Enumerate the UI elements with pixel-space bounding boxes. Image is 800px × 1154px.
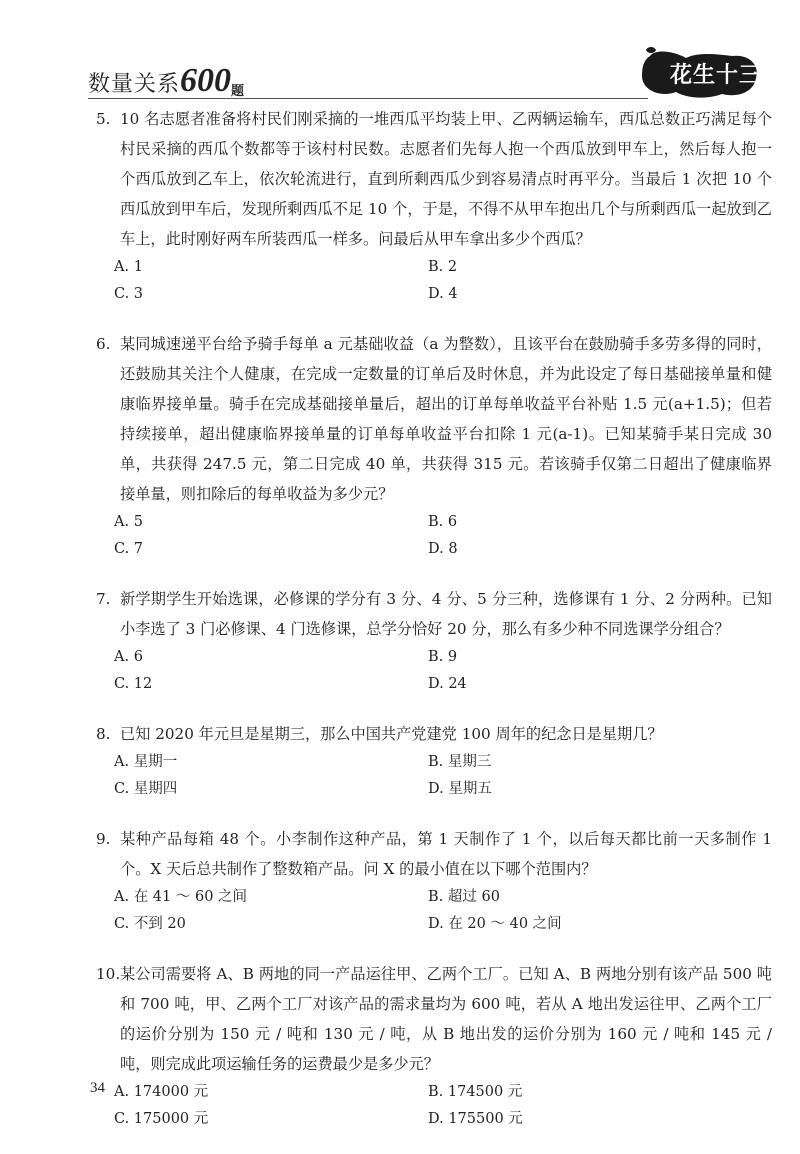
question-text: 10 名志愿者准备将村民们刚采摘的一堆西瓜平均装上甲、乙两辆运输车，西瓜总数正巧满足每个村民采摘的西瓜个数都等于该村村民数。志愿者们先每人抱一个西瓜放到甲车上，然后每人抱一个西瓜放到乙车上，依次轮流进行，直到所剩西瓜少到容易清点时再平分。当最后 1 次把 10 个西瓜放到甲车后，发现所剩西瓜不足 10 个，于是，不得不从甲车抱出几个与所剩西瓜一起放到乙车上，此时刚好两车所装西瓜一样多。问最后从甲车拿出多少个西瓜？ [120, 110, 772, 248]
header-divider [88, 98, 648, 99]
answer-options [114, 884, 772, 938]
option-b: B. 2 [428, 259, 458, 275]
answer-options [114, 644, 772, 698]
option-a: A. 6 [114, 649, 143, 665]
option-a: A. 5 [114, 514, 143, 530]
option-b: B. 星期三 [428, 754, 492, 770]
option-c: C. 3 [114, 286, 144, 302]
option-a: A. 星期一 [114, 754, 178, 770]
option-b: B. 超过 60 [428, 889, 500, 905]
question-number: 10. [96, 965, 121, 983]
book-title-suffix: 题 [231, 84, 246, 99]
question-text: 某种产品每箱 48 个。小李制作这种产品，第 1 天制作了 1 个，以后每天都比前一天多制作 1 个。X 天后总共制作了整数箱产品。问 X 的最小值在以下哪个范围内？ [120, 830, 772, 878]
question-text: 某同城速递平台给予骑手每单 a 元基础收益（a 为整数），且该平台在鼓励骑手多劳多得的同时，还鼓励其关注个人健康，在完成一定数量的订单后及时休息，并为此设定了每日基础接单量和健康临界接单量。骑手在完成基础接单量后，超出的订单每单收益平台补贴 1.5 元(a+1.5)；但若持续接单，超出健康临界接单量的订单每单收益平台扣除 1 元(a-1)。已知某骑手某日完成 30 单，共获得 247.5 元，第二日完成 40 单，共获得 315 元。若该骑手仅第二日超出了健康临界接单量，则扣除后的每单收益为多少元？ [120, 335, 772, 503]
option-a: A. 1 [114, 259, 143, 275]
page-number: 34 [90, 1080, 105, 1096]
book-title-number: 600 [180, 62, 232, 99]
answer-options [114, 509, 772, 563]
question-number: 9. [96, 830, 111, 848]
option-c: C. 12 [114, 676, 153, 692]
option-d: D. 星期五 [428, 781, 492, 797]
question-8 [96, 719, 772, 803]
book-title [88, 62, 245, 100]
question-7 [96, 584, 772, 698]
option-b: B. 9 [428, 649, 458, 665]
option-d: D. 24 [428, 676, 467, 692]
brand-logo [636, 46, 764, 102]
book-title-text: 数量关系 [88, 72, 181, 97]
option-d: D. 175500 元 [428, 1111, 523, 1127]
question-number: 5. [96, 110, 111, 128]
logo-text: 花生十三 [670, 63, 763, 88]
answer-options [114, 1079, 772, 1133]
option-d: D. 在 20 ～ 40 之间 [428, 916, 562, 932]
question-number: 8. [96, 725, 111, 743]
option-b: B. 174500 元 [428, 1084, 523, 1100]
question-10 [96, 959, 772, 1133]
question-6 [96, 329, 772, 563]
option-c: C. 不到 20 [114, 916, 186, 932]
page-header [88, 40, 768, 100]
question-number: 7. [96, 590, 111, 608]
question-9 [96, 824, 772, 938]
answer-options [114, 254, 772, 308]
question-5 [96, 104, 772, 308]
option-a: A. 174000 元 [114, 1084, 209, 1100]
question-list [96, 104, 772, 1154]
option-d: D. 4 [428, 286, 458, 302]
option-c: C. 星期四 [114, 781, 178, 797]
option-d: D. 8 [428, 541, 458, 557]
option-a: A. 在 41 ～ 60 之间 [114, 889, 248, 905]
option-b: B. 6 [428, 514, 458, 530]
option-c: C. 175000 元 [114, 1111, 209, 1127]
answer-options [114, 749, 772, 803]
question-text: 某公司需要将 A、B 两地的同一产品运往甲、乙两个工厂。已知 A、B 两地分别有该产品 500 吨和 700 吨，甲、乙两个工厂对该产品的需求量均为 600 吨，若从 A 地出发运往甲、乙两个工厂的运价分别为 150 元 / 吨和 130 元 / 吨，从 B 地出发的运价分别为 160 元 / 吨和 145 元 / 吨，则完成此项运输任务的运费最少是多少元？ [120, 965, 772, 1073]
question-text: 已知 2020 年元旦是星期三，那么中国共产党建党 100 周年的纪念日是星期几？ [120, 725, 663, 743]
question-text: 新学期学生开始选课，必修课的学分有 3 分、4 分、5 分三种，选修课有 1 分、2 分两种。已知小李选了 3 门必修课、4 门选修课，总学分恰好 20 分，那么有多少种不同选课学分组合？ [120, 590, 772, 638]
question-number: 6. [96, 335, 111, 353]
option-c: C. 7 [114, 541, 144, 557]
